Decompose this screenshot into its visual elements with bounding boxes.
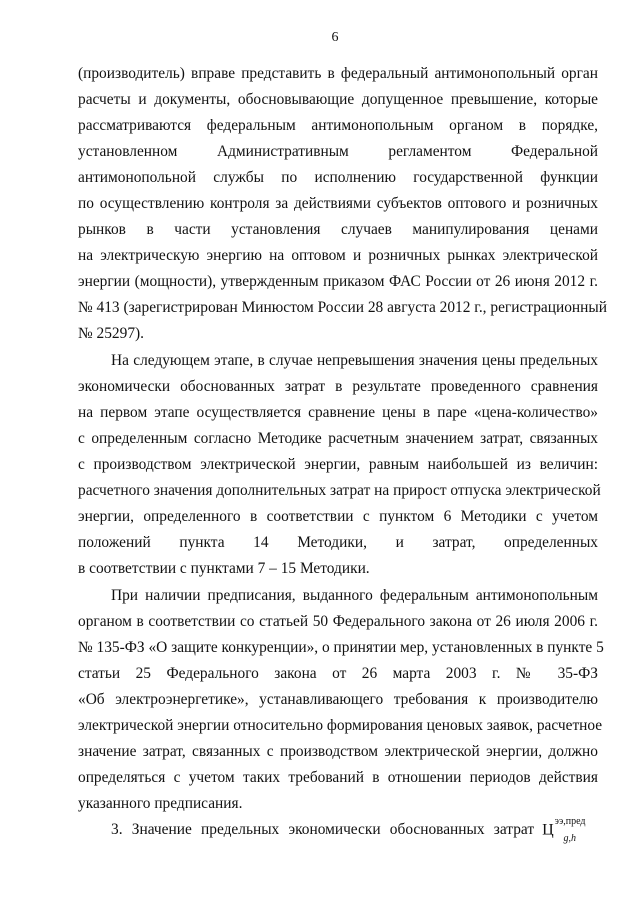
text-line: на первом этапе осуществляется сравнение цены в паре «цена-количество» — [78, 404, 598, 421]
text-line: установленном Административным регламентом Федеральной — [78, 143, 598, 160]
price-subscript: g,h — [563, 832, 576, 844]
price-symbol-letter: Ц — [542, 821, 554, 839]
text-line: положений пункта 14 Методики, и затрат, определенных — [78, 534, 598, 551]
text-line: энергии, определенного в соответствии с пунктом 6 Методики с учетом — [78, 508, 598, 525]
page-number: 6 — [331, 30, 339, 45]
text-line: электрической энергии относительно формирования ценовых заявок, расчетное — [78, 717, 603, 734]
text-line: № 413 (зарегистрирован Минюстом России 28 августа 2012 г., регистрационный — [78, 299, 607, 316]
text-line: органом в соответствии со статьей 50 Федерального закона от 26 июля 2006 г. — [78, 613, 598, 630]
text-line: расчетного значения дополнительных затрат на прирост отпуска электрической — [78, 482, 601, 499]
price-symbol — [542, 816, 598, 847]
formula-intro-text: 3. Значение предельных экономически обоснованных затрат — [111, 821, 535, 839]
text-line: «Об электроэнергетике», устанавливающего требования к производителю — [78, 691, 598, 708]
text-line: экономически обоснованных затрат в результате проведенного сравнения — [78, 378, 598, 395]
text-line: в соответствии с пунктами 7 – 15 Методики. — [78, 560, 370, 577]
text-line: с производством электрической энергии, равным наибольшей из величин: — [78, 456, 598, 473]
text-line: рассматриваются федеральным антимонопольным органом в порядке, — [78, 117, 598, 134]
text-line: указанного предписания. — [78, 795, 243, 812]
text-line: статьи 25 Федерального закона от 26 марта 2003 г. № 35-ФЗ — [78, 665, 598, 682]
text-line: (производитель) вправе представить в федеральный антимонопольный орган — [78, 65, 598, 82]
text-line: На следующем этапе, в случае непревышения значения цены предельных — [111, 352, 598, 369]
text-line: антимонопольной службы по исполнению государственной функции — [78, 169, 598, 186]
text-line: При наличии предписания, выданного федеральным антимонопольным — [111, 587, 598, 604]
text-line: рынков в части установления случаев манипулирования ценами — [78, 221, 598, 238]
text-line: значение затрат, связанных с производством электрической энергии, должно — [78, 743, 598, 760]
text-line: энергии (мощности), утвержденным приказом ФАС России от 26 июня 2012 г. — [78, 273, 598, 290]
formula-line — [111, 816, 598, 847]
text-line: расчеты и документы, обосновывающие допущенное превышение, которые — [78, 91, 598, 108]
text-line: по осуществлению контроля за действиями субъектов оптового и розничных — [78, 195, 598, 212]
price-superscript: ээ,пред — [554, 816, 586, 827]
text-line: № 135-ФЗ «О защите конкуренции», о принятии мер, установленных в пункте 5 — [78, 639, 604, 656]
text-line: с определенным согласно Методике расчетным значением затрат, связанных — [78, 430, 598, 447]
text-line: определяться с учетом таких требований в отношении периодов действия — [78, 769, 598, 786]
text-line: на электрическую энергию на оптовом и розничных рынках электрической — [78, 247, 598, 264]
text-line: № 25297). — [78, 325, 144, 342]
